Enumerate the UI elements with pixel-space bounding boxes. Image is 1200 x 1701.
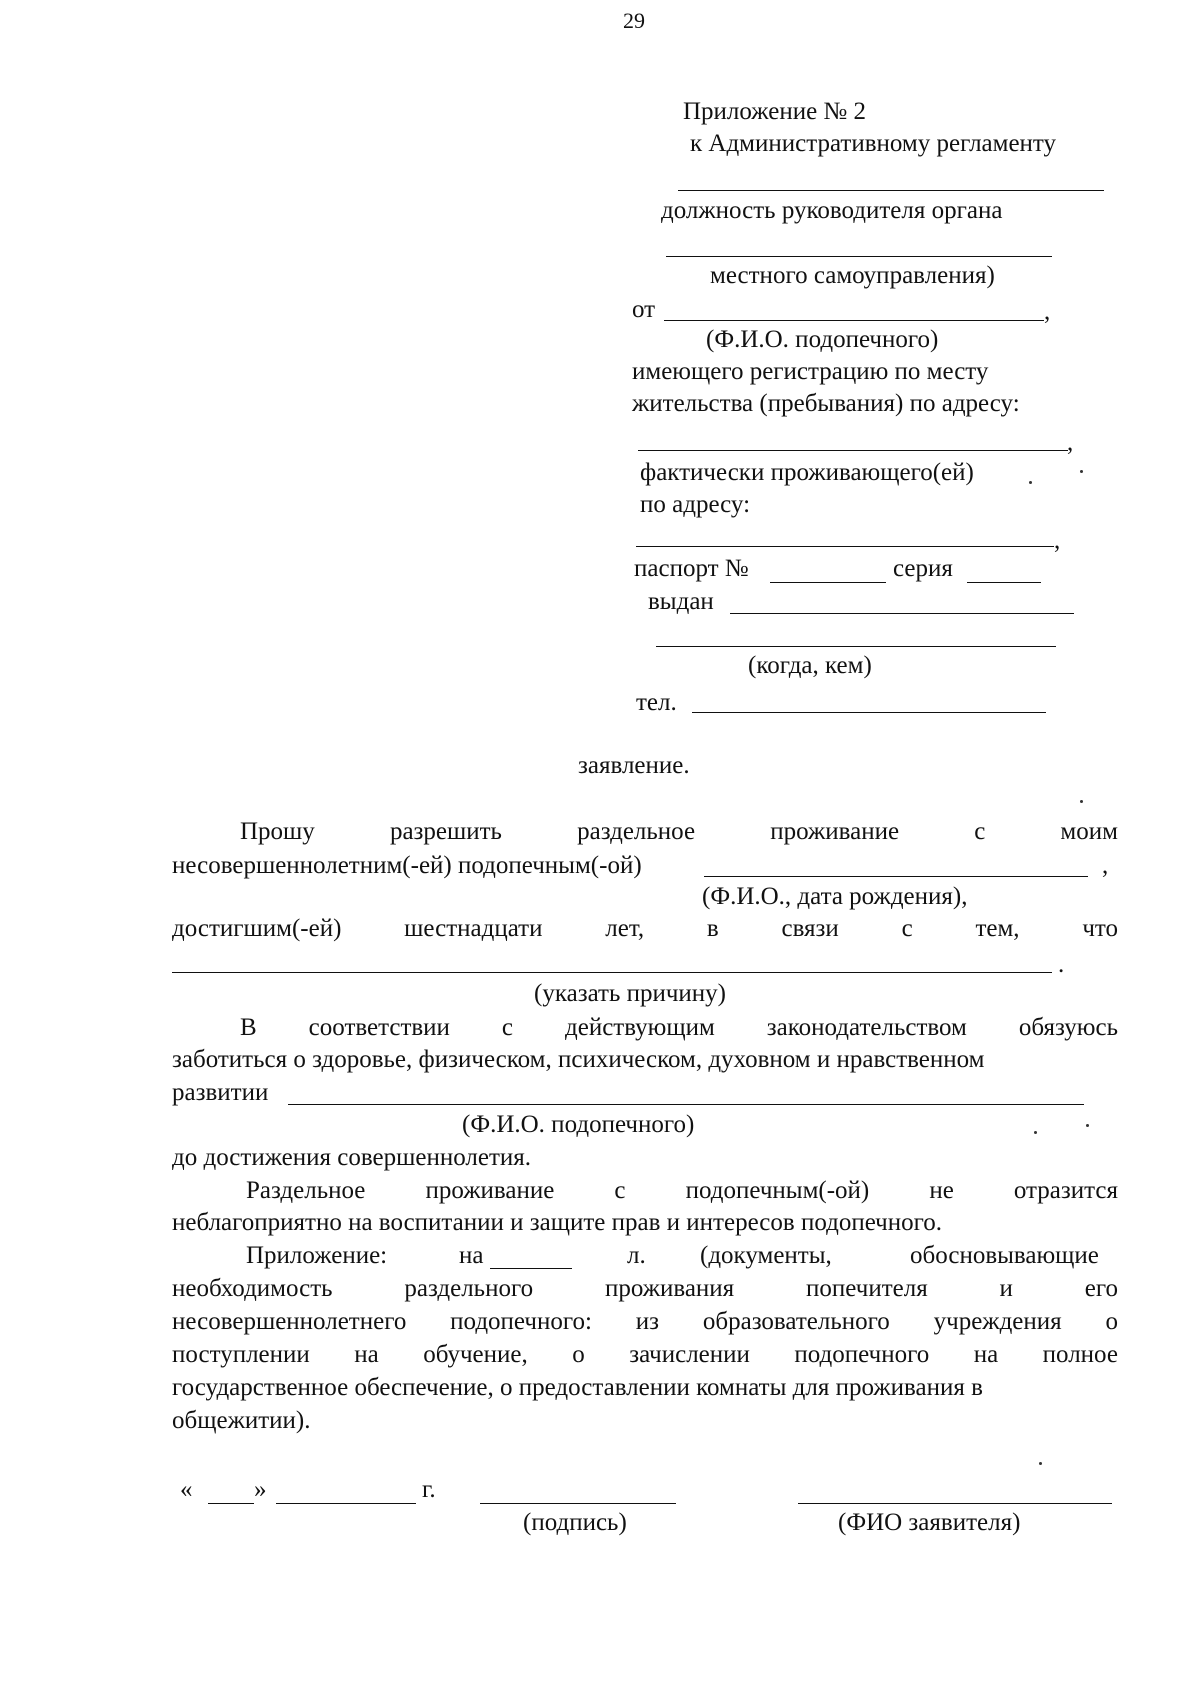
applicant-name-caption: (ФИО заявителя)	[838, 1509, 1021, 1536]
passport-series-line	[967, 582, 1041, 583]
head-position-line	[678, 190, 1104, 191]
p4-line-6: общежитии).	[172, 1407, 311, 1434]
registration-comma: ,	[1067, 429, 1074, 456]
development-ward-line	[288, 1104, 1084, 1105]
scan-speck	[1080, 800, 1083, 803]
p4-justifying-label: обосновывающие	[910, 1242, 1099, 1269]
date-quote-open: «	[180, 1476, 193, 1503]
issued-line	[730, 613, 1074, 614]
p1-line-2: несовершеннолетним(-ей) подопечным(-ой)	[172, 852, 642, 879]
p1-caption: (Ф.И.О., дата рождения),	[702, 883, 968, 910]
from-line	[664, 320, 1044, 321]
passport-number-line	[770, 582, 886, 583]
pages-count-line	[490, 1268, 572, 1269]
self-gov-line	[666, 256, 1052, 257]
issued-line-2	[656, 646, 1056, 647]
date-year-suffix: г.	[422, 1476, 436, 1503]
p2-caption: (Ф.И.О. подопечного)	[462, 1111, 695, 1138]
date-day-line	[208, 1503, 254, 1504]
actual-residence-line-1: фактически проживающего(ей)	[640, 459, 974, 486]
from-comma: ,	[1044, 298, 1051, 325]
p1-line-1: Прошу разрешить раздельное проживание с моим	[240, 818, 1118, 845]
reglament-reference: к Административному регламенту	[690, 130, 1057, 157]
scan-speck	[1034, 1131, 1037, 1134]
p4-documents-label: (документы,	[700, 1242, 832, 1269]
p4-line-2: необходимость раздельного проживания попечителя и его	[172, 1275, 1118, 1302]
head-position-caption: должность руководителя органа	[661, 197, 1003, 224]
p4-pages-label: л.	[627, 1242, 646, 1269]
tel-label: тел.	[636, 689, 677, 716]
scan-speck	[1086, 1124, 1089, 1127]
p1-line-3: достигшим(-ей) шестнадцати лет, в связи с тем, что	[172, 915, 1118, 942]
self-gov-caption: местного самоуправления)	[710, 262, 995, 289]
passport-number-label: паспорт №	[634, 555, 749, 582]
date-month-line	[276, 1503, 416, 1504]
p3-line-2: неблагоприятно на воспитании и защите прав и интересов подопечного.	[172, 1209, 943, 1236]
signature-line	[480, 1503, 676, 1504]
p1-comma: ,	[1102, 852, 1109, 879]
reason-line	[172, 972, 1052, 973]
registration-line-1: имеющего регистрацию по месту	[632, 358, 989, 385]
document-title: заявление.	[578, 752, 690, 779]
passport-series-label: серия	[893, 555, 953, 582]
page-number: 29	[623, 8, 645, 33]
from-label: от	[632, 296, 656, 323]
when-who-caption: (когда, кем)	[748, 652, 872, 679]
registration-address-line	[638, 450, 1068, 451]
p2-line-1: В соответствии с действующим законодательством обязуюсь	[240, 1014, 1118, 1041]
p2-line-4: до достижения совершеннолетия.	[172, 1144, 532, 1171]
p3-line-1: Раздельное проживание с подопечным(-ой) не отразится	[246, 1177, 1118, 1204]
appendix-number: Приложение № 2	[683, 98, 867, 125]
p4-line-4: поступлении на обучение, о зачислении подопечного на полное	[172, 1341, 1118, 1368]
p4-appendix-label: Приложение:	[246, 1242, 388, 1269]
tel-line	[692, 712, 1046, 713]
issued-label: выдан	[648, 588, 714, 615]
actual-address-comma: ,	[1054, 527, 1061, 554]
actual-residence-line-2: по адресу:	[640, 491, 751, 518]
p2-line-2: заботиться о здоровье, физическом, психическом, духовном и нравственном	[172, 1046, 985, 1073]
actual-address-line	[636, 546, 1054, 547]
scan-speck	[1039, 1462, 1042, 1465]
signature-caption: (подпись)	[523, 1509, 627, 1536]
ward-name-line	[704, 876, 1088, 877]
p4-line-3: несовершеннолетнего подопечного: из образовательного учреждения о	[172, 1308, 1118, 1335]
applicant-name-line	[798, 1503, 1112, 1504]
p1-period: .	[1058, 951, 1065, 978]
date-quote-close: »	[254, 1476, 267, 1503]
p4-line-5: государственное обеспечение, о предоставлении комнаты для проживания в	[172, 1374, 983, 1401]
reason-caption: (указать причину)	[534, 980, 727, 1007]
fio-ward-caption: (Ф.И.О. подопечного)	[706, 326, 939, 353]
p2-line-3: развитии	[172, 1079, 269, 1106]
scan-speck	[1080, 470, 1083, 473]
p4-on-label: на	[459, 1242, 484, 1269]
registration-line-2: жительства (пребывания) по адресу:	[632, 390, 1020, 417]
scan-speck	[1029, 481, 1032, 484]
